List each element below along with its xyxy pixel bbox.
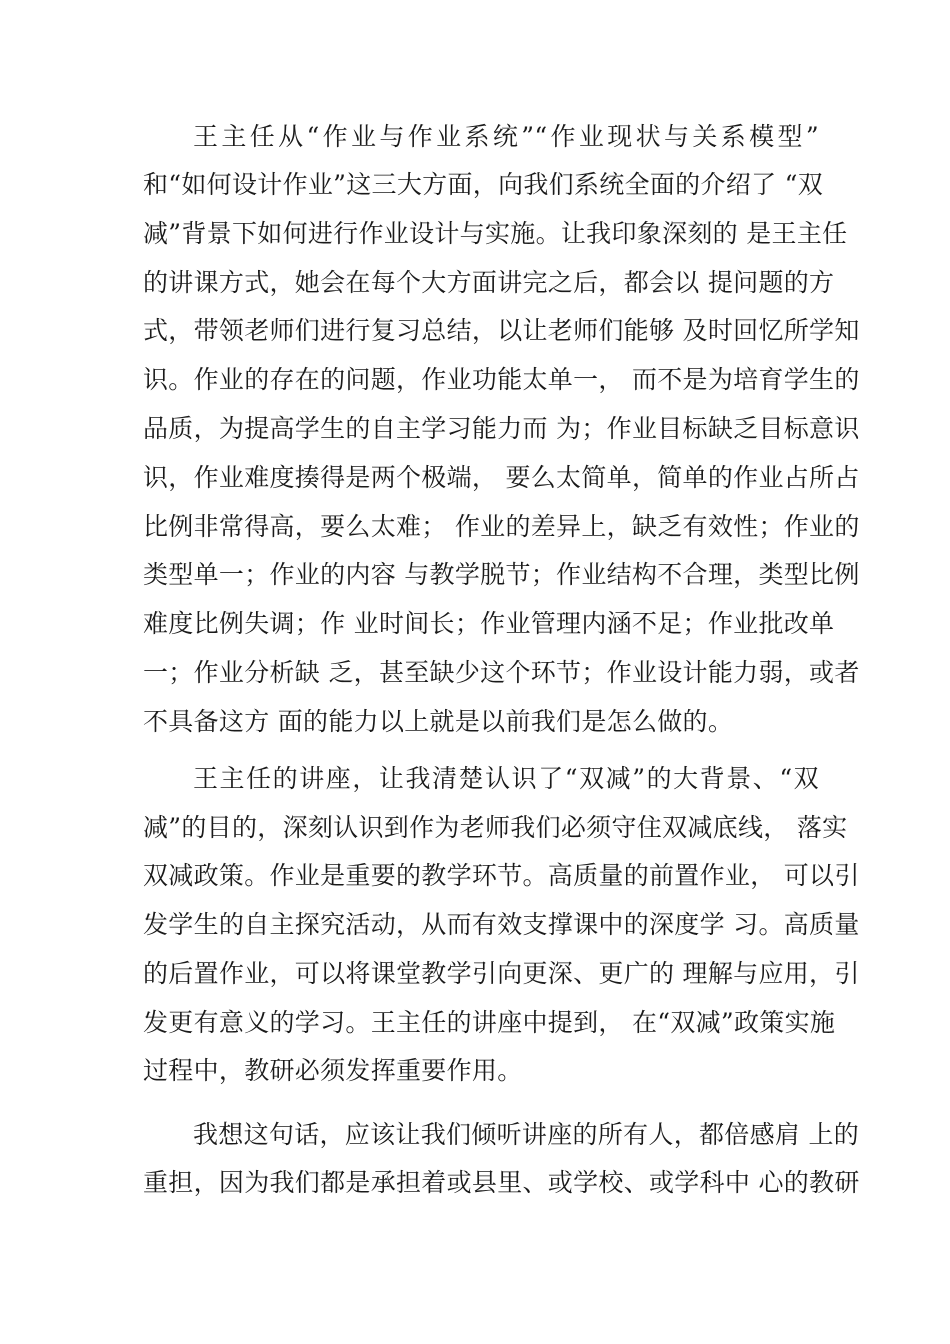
paragraph-1-line-12: 一；作业分析缺 乏，甚至缺少这个环节；作业设计能力弱，或者 bbox=[143, 658, 860, 687]
paragraph-3-line-2: 重担，因为我们都是承担着或县里、或学校、或学科中 心的教研 bbox=[143, 1168, 860, 1197]
paragraph-1-line-11: 难度比例失调；作 业时间长；作业管理内涵不足；作业批改单 bbox=[143, 609, 835, 638]
paragraph-1-line-4: 的讲课方式，她会在每个大方面讲完之后，都会以 提问题的方 bbox=[143, 268, 835, 297]
paragraph-1-line-1: 王主任从“作业与作业系统”“作业现状与关系模型” bbox=[193, 122, 819, 151]
paragraph-1-line-3: 减”背景下如何进行作业设计与实施。让我印象深刻的 是王主任 bbox=[143, 219, 848, 248]
paragraph-2-line-7: 过程中，教研必须发挥重要作用。 bbox=[143, 1056, 523, 1085]
paragraph-2-line-2: 减”的目的，深刻认识到作为老师我们必须守住双减底线， 落实 bbox=[143, 813, 848, 842]
paragraph-1-line-10: 类型单一；作业的内容 与教学脱节；作业结构不合理，类型比例 bbox=[143, 560, 860, 589]
paragraph-2-line-1: 王主任的讲座，让我清楚认识了“双减”的大背景、“双 bbox=[193, 764, 819, 793]
paragraph-1-line-8: 识，作业难度揍得是两个极端， 要么太简单，简单的作业占所占 bbox=[143, 463, 860, 492]
paragraph-1-line-2: 和“如何设计作业”这三大方面，向我们系统全面的介绍了 “双 bbox=[143, 170, 823, 199]
paragraph-2-line-5: 的后置作业，可以将课堂教学引向更深、更广的 理解与应用，引 bbox=[143, 959, 860, 988]
paragraph-1-line-13: 不具备这方 面的能力以上就是以前我们是怎么做的。 bbox=[143, 707, 734, 736]
paragraph-1-line-7: 品质，为提高学生的自主学习能力而 为；作业目标缺乏目标意识 bbox=[143, 414, 860, 443]
paragraph-3-line-1: 我想这句话，应该让我们倾听讲座的所有人，都倍感肩 上的 bbox=[193, 1120, 860, 1149]
paragraph-1-line-6: 识。作业的存在的问题，作业功能太单一， 而不是为培育学生的 bbox=[143, 365, 860, 394]
paragraph-1-line-9: 比例非常得高，要么太难； 作业的差异上，缺乏有效性；作业的 bbox=[143, 512, 860, 541]
paragraph-2-line-4: 发学生的自主探究活动，从而有效支撑课中的深度学 习。高质量 bbox=[143, 910, 860, 939]
paragraph-2-line-3: 双减政策。作业是重要的教学环节。高质量的前置作业， 可以引 bbox=[143, 861, 860, 890]
paragraph-2-line-6: 发更有意义的学习。王主任的讲座中提到， 在“双减”政策实施 bbox=[143, 1008, 836, 1037]
paragraph-1-line-5: 式，带领老师们进行复习总结，以让老师们能够 及时回忆所学知 bbox=[143, 316, 860, 345]
